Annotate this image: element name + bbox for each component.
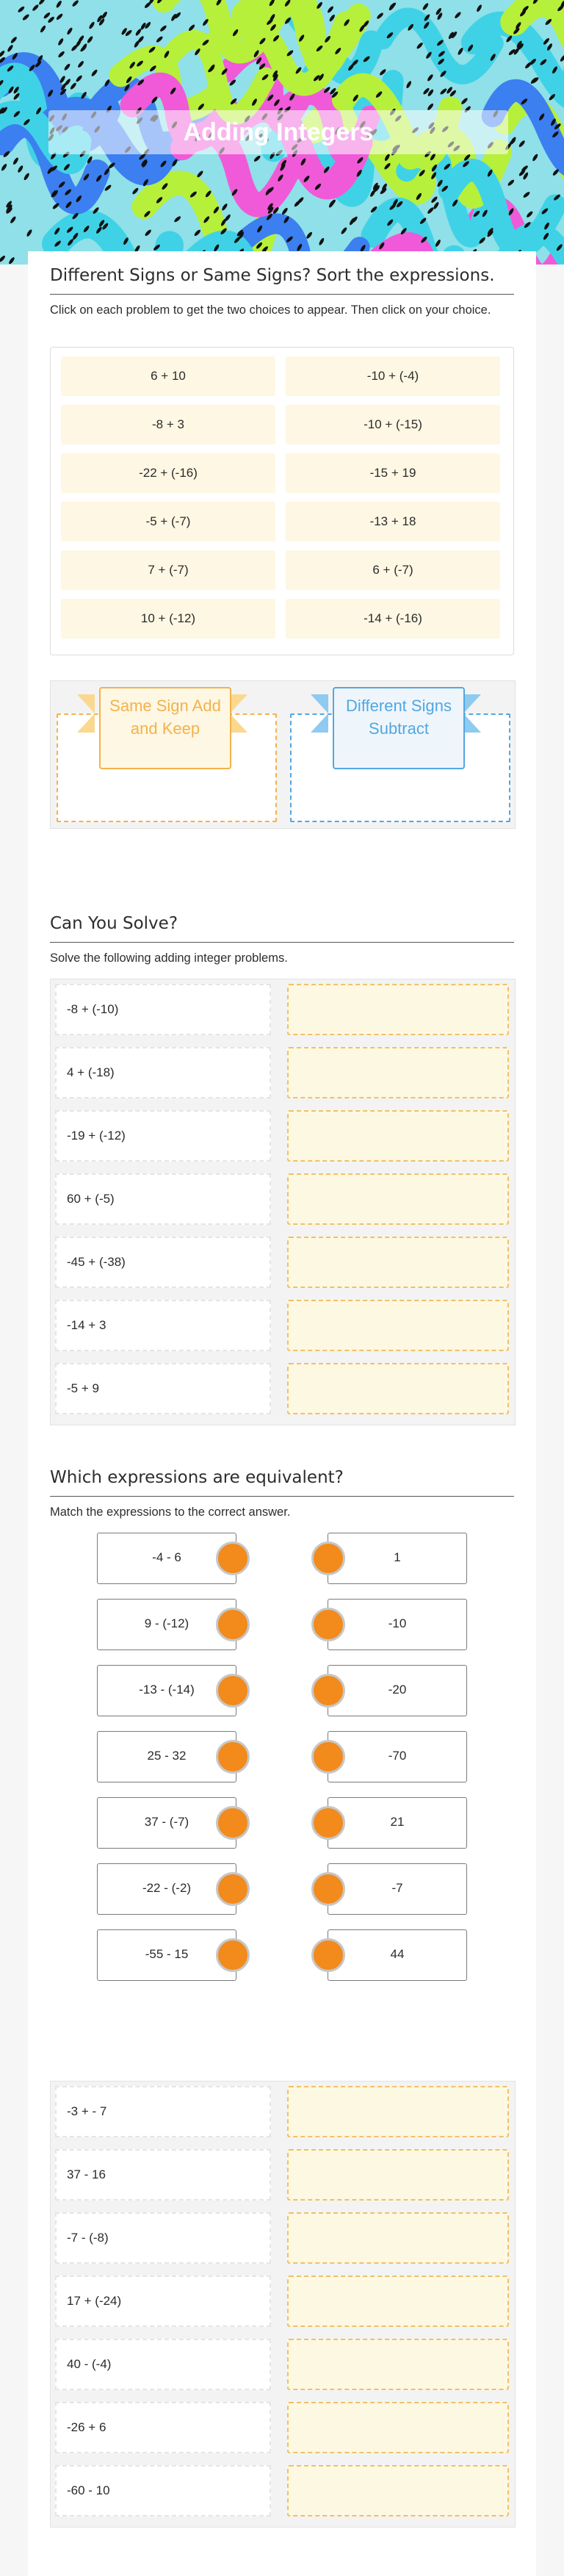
match-expression[interactable]: -4 - 6 [97, 1533, 236, 1584]
answer-drop-field[interactable] [287, 2339, 509, 2390]
answer-drop-field[interactable] [287, 1110, 509, 1162]
pattern-dash [43, 12, 51, 20]
problem-cell: 17 + (-24) [55, 2275, 271, 2327]
problem-cell: -3 + - 7 [55, 2086, 271, 2137]
category-drop-zone [50, 680, 516, 829]
pattern-dash [71, 0, 79, 7]
answer-drop-field[interactable] [287, 1363, 509, 1414]
answer-drop-field[interactable] [287, 2275, 509, 2327]
pattern-dash [0, 255, 6, 263]
header-banner [0, 0, 564, 265]
pattern-dash [57, 51, 65, 59]
sort-item[interactable]: -8 + 3 [61, 405, 275, 445]
problem-cell: -7 - (-8) [55, 2212, 271, 2264]
problem-cell: -19 + (-12) [55, 1110, 271, 1162]
pattern-dash [376, 12, 384, 20]
answer-drop-field[interactable] [287, 1237, 509, 1288]
solve-instructions: Solve the following adding integer problems. [50, 951, 288, 965]
pattern-dash [64, 78, 71, 86]
pattern-dash [56, 12, 64, 21]
match-connector-right[interactable] [311, 1872, 345, 1906]
match-connector-left[interactable] [216, 1806, 250, 1840]
match-expression[interactable]: -13 - (-14) [97, 1665, 236, 1716]
pattern-dash [318, 237, 325, 246]
pattern-dash [10, 215, 17, 223]
category-same-sign: Same Sign Add and Keep [99, 687, 231, 769]
sort-item[interactable]: 6 + 10 [61, 356, 275, 396]
ribbon-right-tail [230, 694, 247, 733]
pattern-dash [88, 21, 95, 30]
pattern-dash [293, 200, 301, 208]
pattern-dash [306, 231, 313, 240]
solve-section-title: Can You Solve? [50, 914, 178, 933]
problem-cell: -14 + 3 [55, 1300, 271, 1351]
match-answer[interactable]: -20 [328, 1665, 467, 1716]
pattern-dash [427, 206, 435, 215]
match-answer[interactable]: 44 [328, 1929, 467, 1981]
problem-cell: 4 + (-18) [55, 1047, 271, 1098]
worksheet-card [28, 251, 536, 2576]
problem-cell: 37 - 16 [55, 2149, 271, 2201]
problem-cell: -8 + (-10) [55, 984, 271, 1035]
answer-drop-field[interactable] [287, 2149, 509, 2201]
match-connector-left[interactable] [216, 1872, 250, 1906]
answer-drop-field[interactable] [287, 1047, 509, 1098]
sort-section-title: Different Signs or Same Signs? Sort the expressions. [50, 266, 495, 285]
pattern-dash [560, 54, 564, 62]
match-expression[interactable]: 37 - (-7) [97, 1797, 236, 1849]
match-connector-right[interactable] [311, 1674, 345, 1708]
pattern-dash [17, 6, 25, 13]
problem-cell: -26 + 6 [55, 2402, 271, 2453]
pattern-dash [75, 74, 83, 82]
answer-drop-field[interactable] [287, 1173, 509, 1225]
pattern-dash [327, 5, 334, 13]
pattern-dash [340, 226, 347, 234]
sort-item[interactable]: -14 + (-16) [286, 599, 500, 638]
match-answer[interactable]: 21 [328, 1797, 467, 1849]
pattern-dash [57, 37, 65, 46]
pattern-dash [526, 210, 534, 218]
pattern-dash [427, 73, 434, 82]
pattern-dash [40, 25, 47, 34]
answer-drop-field[interactable] [287, 1300, 509, 1351]
solve-problems-area-2 [50, 2081, 516, 2528]
match-answer[interactable]: 1 [328, 1533, 467, 1584]
pattern-dash [70, 82, 77, 90]
solve-problems-area [50, 979, 516, 1425]
pattern-dash [460, 97, 469, 105]
match-expression[interactable]: -22 - (-2) [97, 1863, 236, 1915]
match-answer[interactable]: -70 [328, 1731, 467, 1782]
answer-drop-field[interactable] [287, 984, 509, 1035]
pattern-dash [422, 2, 429, 10]
sort-item[interactable]: -5 + (-7) [61, 502, 275, 542]
pattern-dash [439, 87, 447, 96]
pattern-dash [196, 170, 204, 178]
sort-item[interactable]: -10 + (-15) [286, 405, 500, 445]
problem-cell: -60 - 10 [55, 2465, 271, 2516]
match-answer[interactable]: -10 [328, 1599, 467, 1650]
problem-cell: 40 - (-4) [55, 2339, 271, 2390]
match-connector-right[interactable] [311, 1608, 345, 1641]
pattern-dash [55, 0, 62, 9]
pattern-dash [66, 27, 73, 36]
sort-items-container [50, 347, 514, 655]
problem-cell: -5 + 9 [55, 1363, 271, 1414]
sort-item[interactable]: -22 + (-16) [61, 453, 275, 493]
pattern-dash [328, 200, 336, 208]
pattern-dash [63, 63, 70, 71]
pattern-dash [507, 179, 515, 187]
answer-drop-field[interactable] [287, 2212, 509, 2264]
category-different-signs: Different Signs Subtract [333, 687, 465, 769]
answer-drop-field[interactable] [287, 2465, 509, 2516]
answer-drop-field[interactable] [287, 2086, 509, 2137]
match-connector-left[interactable] [216, 1608, 250, 1641]
match-connector-right[interactable] [311, 1806, 345, 1840]
pattern-dash [137, 35, 145, 43]
match-section-title: Which expressions are equivalent? [50, 1468, 344, 1487]
match-answer[interactable]: -7 [328, 1863, 467, 1915]
match-section-rule [50, 1496, 514, 1497]
pattern-dash [156, 35, 164, 43]
pattern-dash [173, 215, 181, 223]
match-connector-right[interactable] [311, 1740, 345, 1774]
pattern-dash [1, 163, 8, 172]
solve-section-rule [50, 942, 514, 943]
sort-item[interactable]: -15 + 19 [286, 453, 500, 493]
match-connector-right[interactable] [311, 1938, 345, 1972]
sort-item[interactable]: -13 + 18 [286, 502, 500, 542]
pattern-dash [10, 36, 18, 44]
pattern-dash [47, 15, 55, 24]
pattern-dash [22, 13, 30, 21]
match-expression[interactable]: -55 - 15 [97, 1929, 236, 1981]
sort-item[interactable]: 7 + (-7) [61, 550, 275, 590]
sort-item[interactable]: 10 + (-12) [61, 599, 275, 638]
match-connector-left[interactable] [216, 1674, 250, 1708]
problem-cell: -45 + (-38) [55, 1237, 271, 1288]
match-expression[interactable]: 9 - (-12) [97, 1599, 236, 1650]
pattern-dash [224, 214, 231, 222]
sort-section-rule [50, 294, 514, 295]
pattern-dash [12, 156, 20, 165]
pattern-dash [193, 229, 201, 237]
pattern-dash [26, 229, 33, 237]
pattern-dash [433, 201, 440, 210]
match-connector-left[interactable] [216, 1938, 250, 1972]
sort-item[interactable]: 6 + (-7) [286, 550, 500, 590]
answer-drop-field[interactable] [287, 2402, 509, 2453]
ribbon-left-tail [77, 694, 95, 733]
pattern-dash [552, 168, 560, 176]
pattern-dash [101, 11, 108, 20]
pattern-dash [23, 173, 30, 181]
pattern-dash [454, 11, 462, 19]
pattern-dash [90, 69, 98, 77]
match-connector-left[interactable] [216, 1541, 250, 1575]
match-expression[interactable]: 25 - 32 [97, 1731, 236, 1782]
pattern-dash [416, 42, 424, 50]
pattern-dash [522, 191, 530, 198]
pattern-dash [8, 256, 15, 265]
pattern-dash [0, 50, 6, 58]
pattern-dash [159, 24, 167, 32]
match-connector-left[interactable] [216, 1740, 250, 1774]
pattern-dash [38, 0, 46, 5]
ribbon-right-tail [463, 694, 481, 733]
pattern-dash [253, 155, 261, 163]
pattern-dash [532, 154, 539, 162]
pattern-dash [17, 165, 24, 173]
pattern-dash [77, 60, 84, 68]
ribbon-left-tail [311, 694, 328, 733]
pattern-dash [7, 44, 14, 52]
pattern-dash [405, 80, 412, 89]
pattern-dash [75, 39, 82, 48]
worksheet-title: Adding Integers [48, 110, 508, 154]
pattern-dash [281, 207, 289, 215]
pattern-dash [32, 4, 40, 12]
sort-item[interactable]: -10 + (-4) [286, 356, 500, 396]
pattern-dash [87, 35, 94, 43]
sort-instructions: Click on each problem to get the two choices to appear. Then click on your choice. [50, 303, 491, 317]
pattern-dash [388, 3, 395, 11]
pattern-dash [131, 187, 140, 195]
match-connector-right[interactable] [311, 1541, 345, 1575]
problem-cell: 60 + (-5) [55, 1173, 271, 1225]
match-instructions: Match the expressions to the correct answer. [50, 1505, 291, 1519]
pattern-dash [518, 140, 526, 148]
pattern-dash [476, 4, 482, 12]
pattern-dash [221, 203, 228, 212]
pattern-dash [144, 229, 152, 237]
